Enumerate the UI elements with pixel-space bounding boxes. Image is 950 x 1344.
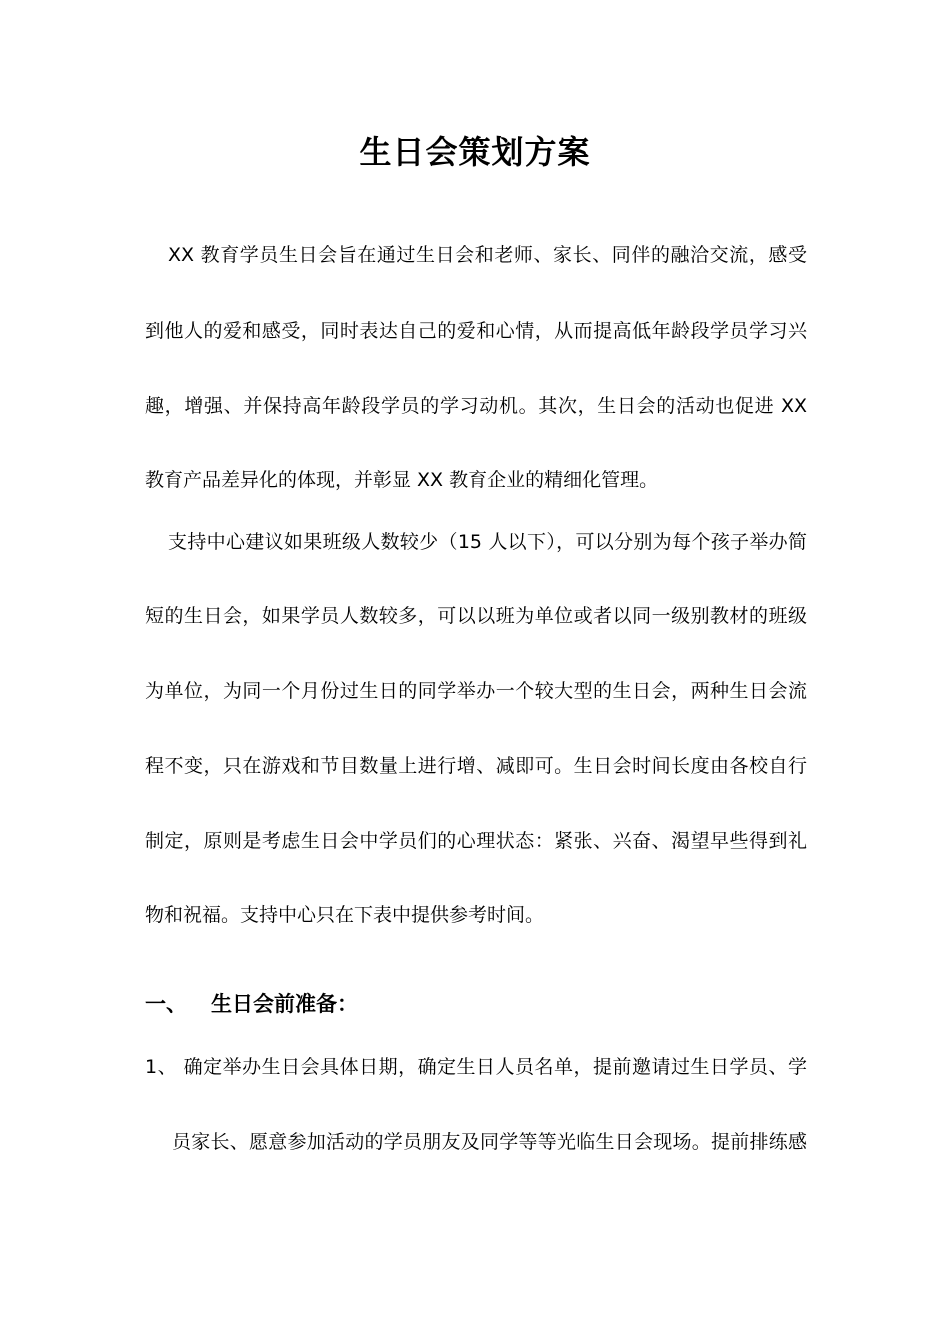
section-title: 生日会前准备： xyxy=(211,992,358,1016)
section-heading xyxy=(145,988,358,1020)
paragraph-2-line-4: 程不变，只在游戏和节目数量上进行增、减即可。生日会时间长度由各校自行 xyxy=(145,755,807,777)
paragraph-1-line-4: 教育产品差异化的体现，并彰显 XX 教育企业的精细化管理。 xyxy=(145,469,659,491)
document-title: 生日会策划方案 xyxy=(359,133,591,171)
paragraph-2-line-1: 支持中心建议如果班级人数较少（15 人以下），可以分别为每个孩子举办简 xyxy=(168,531,807,553)
list-item-1-line-1: 1、 确定举办生日会具体日期，确定生日人员名单，提前邀请过生日学员、学 xyxy=(145,1056,807,1078)
list-item-1-line-2: 员家长、愿意参加活动的学员朋友及同学等等光临生日会现场。提前排练感 xyxy=(172,1131,807,1153)
paragraph-2-line-5: 制定，原则是考虑生日会中学员们的心理状态：紧张、兴奋、渴望早些得到礼 xyxy=(145,830,807,852)
paragraph-1-line-2: 到他人的爱和感受，同时表达自己的爱和心情，从而提高低年龄段学员学习兴 xyxy=(145,320,807,342)
section-number: 一、 xyxy=(145,992,187,1016)
paragraph-2-line-3: 为单位，为同一个月份过生日的同学举办一个较大型的生日会，两种生日会流 xyxy=(145,680,807,702)
paragraph-2-line-6: 物和祝福。支持中心只在下表中提供参考时间。 xyxy=(145,904,545,926)
paragraph-1-line-3: 趣，增强、并保持高年龄段学员的学习动机。其次，生日会的活动也促进 XX xyxy=(145,395,807,417)
paragraph-1-line-1: XX 教育学员生日会旨在通过生日会和老师、家长、同伴的融洽交流，感受 xyxy=(168,244,807,266)
paragraph-2-line-2: 短的生日会，如果学员人数较多，可以以班为单位或者以同一级别教材的班级 xyxy=(145,605,807,627)
